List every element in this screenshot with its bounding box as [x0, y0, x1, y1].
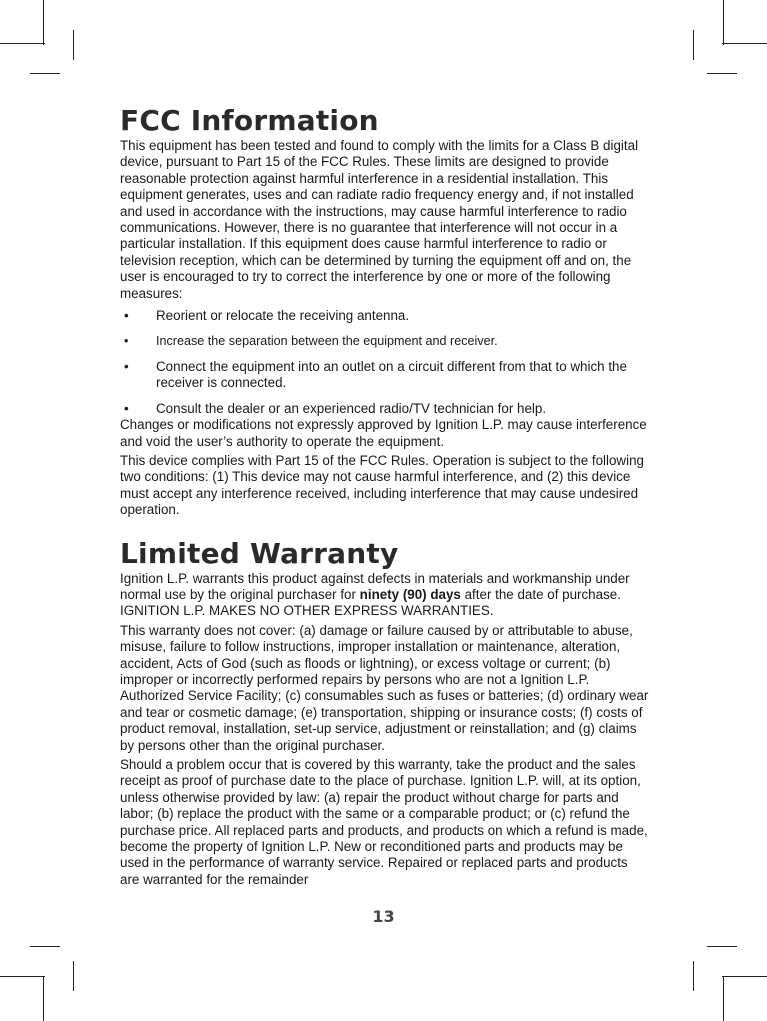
list-item: • Consult the dealer or an experienced radio/TV technician for help.: [120, 401, 650, 417]
list-item: • Increase the separation between the equipment and receiver.: [120, 333, 650, 349]
crop-mark: [707, 946, 737, 947]
warranty-paragraph-3: Should a problem occur that is covered by this warranty, take the product and the sales receipt as proof of purchase date to the place of purchase. Ignition L.P. will, at its option, unless otherwise provided by law: (a) repair the product without charge for parts and labor; (b) replace the product with the same or a comparable product; or (c) refund the purchase price. All replaced parts and products, and products on which a refund is made, become the property of Ignition L.P. New or reconditioned parts and products may be used in the performance of warranty service. Repaired or replaced parts and products are warranted for the remainder: [120, 757, 648, 887]
warranty-title: Limited Warranty: [120, 536, 399, 570]
crop-mark: [73, 961, 74, 991]
fcc-intro-paragraph: This equipment has been tested and found to comply with the limits for a Class B digital device, pursuant to Part 15 of the FCC Rules. These limits are designed to provide reasonable protection against harmful interference in a residential installation. This equipment generates, uses and can radiate radio frequency energy and, if not installed and used in accordance with the instructions, may cause harmful interference to radio communications. However, there is no guarantee that interference will not occur in a particular installation. If this equipment does cause harmful interference to radio or television reception, which can be determined by turning the equipment off and on, the user is encouraged to try to correct the interference by one or more of the following measures:: [120, 138, 639, 301]
changes-paragraph: Changes or modifications not expressly approved by Ignition L.P. may cause interference and void the user’s authority to operate the equipment.: [120, 417, 647, 449]
measures-list: [120, 308, 650, 417]
page-number: 13: [372, 907, 395, 926]
list-item: • Connect the equipment into an outlet on a circuit different from that to which the receiver is connected.: [120, 359, 650, 392]
crop-mark: [30, 946, 60, 947]
crop-mark: [723, 976, 724, 1021]
warranty-paragraph-2: This warranty does not cover: (a) damage or failure caused by or attributable to abuse, misuse, failure to follow instructions, improper installation or maintenance, alteration, accident, Acts of God (such as floods or lightning), or excess voltage or current; (b) improper or incorrectly performed repairs by persons who are not a Ignition L.P. Authorized Service Facility; (c) consumables such as fuses or batteries; (d) ordinary wear and tear or cosmetic damage; (e) transportation, shipping or insurance costs; (f) costs of product removal, installation, set-up service, adjustment or reinstallation; and (g) claims by persons other than the original purchaser.: [120, 622, 649, 753]
crop-mark: [43, 976, 44, 1021]
fcc-section: [120, 104, 650, 519]
warranty-section: [120, 537, 650, 889]
crop-mark: [0, 976, 45, 977]
crop-mark: [722, 43, 767, 44]
crop-mark: [707, 73, 737, 74]
list-item: • Reorient or relocate the receiving antenna.: [120, 308, 650, 324]
crop-mark: [693, 30, 694, 60]
compliance-paragraph: This device complies with Part 15 of the FCC Rules. Operation is subject to the following two conditions: (1) This device may not cause harmful interference, and (2) this device must accept any interference received, including interference that may cause undesired operation.: [120, 452, 644, 518]
crop-mark: [30, 73, 60, 74]
fcc-title: FCC Information: [120, 104, 379, 137]
crop-mark: [0, 43, 45, 44]
crop-mark: [73, 30, 74, 60]
warranty-period: ninety (90) days: [359, 586, 461, 602]
crop-mark: [43, 0, 44, 45]
crop-mark: [693, 961, 694, 991]
warranty-paragraph-1: Ignition L.P. warrants this product against defects in materials and workmanship under normal use by the original purchaser for ninety (90) days after the date of purchase. IGNITION L.P. MAKES NO OTHER EXPRESS WARRANTIES.: [120, 570, 630, 619]
crop-mark: [723, 0, 724, 45]
page-content: [120, 104, 650, 888]
crop-mark: [722, 976, 767, 977]
